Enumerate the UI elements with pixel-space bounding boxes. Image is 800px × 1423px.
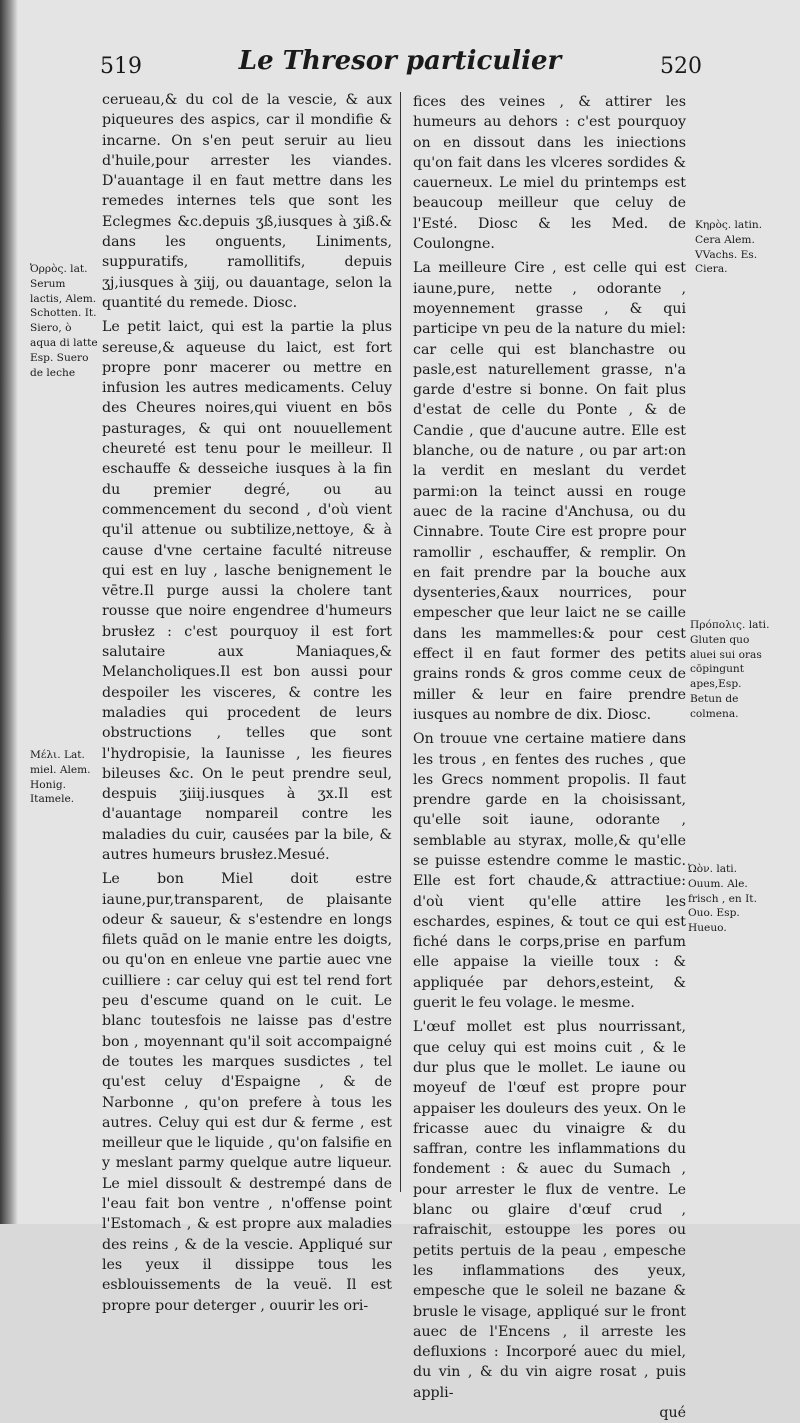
paragraph-honey-continued: fices des veines , & attirer les humeurs au dehors : c'est pourquoy on en dissout dans les iniections qu'on fait dans les vlceres sordides & cauerneux. Le miel du printemps est beaucoup meilleur que celuy de l'Esté. Diosc & les Med. de Coulongne.	[413, 94, 686, 253]
margin-note-propolis: Πρόπολις. lati. Gluten quo aluei sui oras cōpingunt apes,Esp. Betun de colmena.	[690, 619, 770, 720]
paragraph-good-honey: Le bon Miel doit estre iaune,pur,transparent, de plaisante odeur & saueur, & s'estendre en longs filets quād on le manie entre les doigts, ou qu'on en enleue vne partie auec vne cuilliere : car celuy qui est tel rend fort peu d'escume quand on le cuit. Le blanc toutesfois ne laisse pas d'estre bon , moyennant qu'il soit accompaigné de toutes les marques susdictes , tel qu'est celuy d'Espaigne , & de Narbonne , qu'on prefere à tous les autres. Celuy qui est dur & ferme , est meilleur que le liquide , qu'on falsifie en y meslant parmy quelque autre liqueur. Le miel dissoult & destrempé dans de l'eau fait bon ventre , n'offense point l'Estomach , & est propre aux maladies des reins , & de la vescie. Appliqué sur les yeux il dissippe tous les esblouissements de la veuë. Il est propre pour deterger , ouurir les ori-	[102, 871, 392, 1314]
paragraph-propolis: On trouue vne certaine matiere dans les trous , en fentes des ruches , que les Grecs nomment propolis. Il faut prendre garde en la choisissant, qu'elle soit iaune, odorante , semblable au styrax, molle,& qu'elle se puisse estendre comme le mastic. Elle est fort chaude,& attractiue: d'où vient qu'elle attire les eschardes, espines, & tout ce qui est fiché dans le corps,prise en parfum elle appaise la vieille toux : & appliquée par dehors,esteint, & guerit le feu volage. le mesme.	[413, 731, 686, 1012]
column-divider	[400, 92, 401, 1192]
right-page-number: 520	[660, 54, 702, 79]
paragraph-egg: L'œuf mollet est plus nourrissant, que celuy qui est moins cuit , & le dur plus que le mollet. Le iaune ou moyeuf de l'œuf est propre pour appaiser les douleurs des yeux. On le fricasse auec du vinaigre & du saffran, contre les inflammations du fondement : & auec du Sumach , pour arrester le flux de ventre. Le blanc ou glaire d'œuf crud , rafraischit, estouppe les pores ou petits pertuis de la peau , empesche les inflammations des yeux, empesche que le soleil ne bazane & brusle le visage, appliqué sur le front auec de l'Encens , il arreste les defluxions : Incorporé auec du miel, du vin , & du vin aigre rosat , puis appli-	[413, 1019, 686, 1401]
margin-note-whey: Ὀρρὸς. lat. Serum lactis, Alem. Schotten. It. Siero, ò aqua di latte Esp. Suero de leche	[30, 263, 98, 379]
left-column	[102, 90, 392, 1314]
running-title: Le Thresor particulier	[238, 46, 562, 76]
margin-note-honey: Μέλι. Lat. miel. Alem. Honig. Itamele.	[30, 749, 91, 806]
catchword: qué	[659, 1405, 686, 1421]
paragraph-wax: La meilleure Cire , est celle qui est iaune,pure, nette , odorante , moyennement grasse , & qui participe vn peu de la nature du miel: car celle qui est blanchastre ou pasle,est naturellement grasse, n'a garde d'estre si bonne. On fait plus d'estat de celle du Ponte , & de Candie , que d'aucune autre. Elle est blanche, ou de nature , ou par art:on la verdit en meslant du verdet parmi:on la teinct aussi en rouge auec de la racine d'Anchusa, ou du Cinnabre. Toute Cire est propre pour ramollir , eschauffer, & remplir. On en fait prendre par la bouche aux dysenteries,&aux nourrices, pour empescher que leur laict ne se caille dans les mammelles:& pour cest effect il en faut former des petits grains ronds & gros comme ceux de miller & leur en faire prendre iusques au nombre de dix. Diosc.	[413, 260, 686, 723]
paragraph-whey: Le petit laict, qui est la partie la plus sereuse,& aqueuse du laict, est fort propre ponr macerer ou mettre en infusion les autres medicaments. Celuy des Cheures noires,qui viuent en bōs pasturages, & qui ont nouuellement cheureté est tenu pour le meilleur. Il eschauffe & desseiche iusques à la fin du premier degré, ou au commencement du second , d'où vient qu'il attenue ou subtilize,nettoye, & à cause d'vne certaine faculté nitreuse qui est en luy , lasche benignement le vētre.Il purge aussi la cholere tant rousse que noire engendree d'humeurs brusłez : c'est pourquoy il est fort salutaire aux Maniaques,& Melancholiques.Il est bon aussi pour despoiler les visceres, & contre les maladies qui procedent de leurs obstructions , telles que sont l'hydropisie, la Iaunisse , les fieures bileuses &c. On le peut prendre seul, despuis ʒiiij.iusques à ʒx.Il est d'auantage nompareil contre les maladies du cuir, causées par la bile, & autres humeurs brusłez.Mesué.	[102, 319, 392, 863]
paragraph-honey-uses: cerueau,& du col de la vescie, & aux piqueures des aspics, car il mondifie & incarne. On s'en peut seruir au lieu d'huile,pour arrester les viandes. D'auantage il en faut mettre dans les remedes internes tels que sont les Eclegmes &c.depuis ʒß,iusques à ʒiß.& dans les onguents, Liniments, suppuratifs, ramollitifs, depuis ʒj,iusques à ʒiij, ou dauantage, selon la quantité du remede. Diosc.	[102, 92, 392, 311]
left-page-number: 519	[100, 54, 142, 79]
right-column	[413, 92, 686, 1421]
margin-note-egg: Ὠὸν. lati. Ouum. Ale. frisch , en It. Ouo. Esp. Hueuo.	[688, 863, 757, 935]
margin-note-wax: Κηρὸς. latin. Cera Alem. VVachs. Es. Ciera.	[695, 219, 763, 276]
